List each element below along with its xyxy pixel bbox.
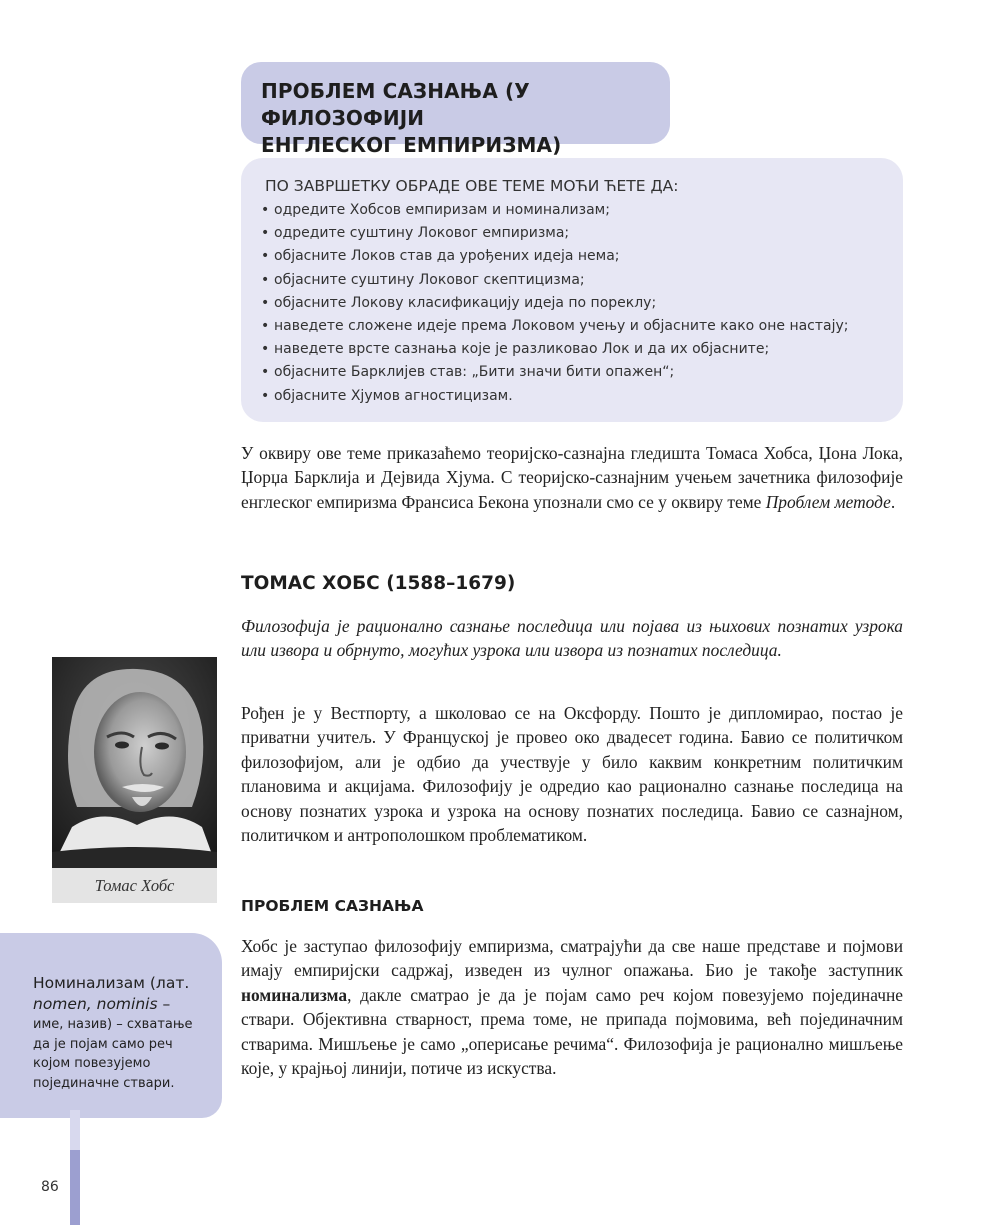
bullet-icon: •: [261, 202, 270, 218]
hobbes-bio: Рођен је у Вестпорту, а школовао се на Оксфорду. Пошто је дипломирао, постао је приватни учитељ. У Француској је провео око двадесет година. Бавио се политичком филозофијом, али је одбио да учествује у било каквим конкретним политичким плановима и акцијама. Филозофију је одредио као рационално сазнање последица на основу познатих узрока и узрока на основу познатих последица. Бавио се сазнајном, политичком и антрополошком проблематиком.: [241, 703, 903, 846]
goal-item: [261, 338, 903, 361]
margin-bar-dark: [70, 1150, 80, 1225]
goal-item: [261, 292, 903, 315]
learning-goals-list: [261, 199, 903, 408]
goal-text: објасните суштину Локовог скептицизма;: [274, 271, 585, 288]
lesson-title-line-1: ПРОБЛЕМ САЗНАЊА (У ФИЛОЗОФИЈИ: [261, 79, 530, 130]
bullet-icon: •: [261, 364, 270, 381]
side-note-latin: nomen, nominis: [33, 995, 158, 1013]
bullet-icon: •: [261, 387, 270, 404]
goal-text: објасните Локову класификацију идеја по пореклу;: [274, 294, 657, 311]
portrait-caption: Томас Хобс: [52, 868, 217, 903]
intro-text: У оквиру ове теме приказаћемо теоријско-сазнајна гледишта Томаса Хобса, Џона Лока, Џорџа Барклија и Дејвида Хјума. С теоријско-сазнајним учењем зачетника филозофије енглеског емпиризма Франсиса Бекона упознали смо се у оквиру теме: [241, 443, 903, 512]
goal-text: објасните Хјумов агностицизам.: [274, 387, 513, 404]
goal-item: [261, 315, 903, 338]
knowledge-paragraph: [241, 934, 903, 1080]
goal-text: објасните Барклијев став: „Бити значи бити опажен“;: [274, 364, 675, 381]
learning-goals-heading: ПО ЗАВРШЕТКУ ОБРАДЕ ОВЕ ТЕМЕ МОЋИ ЋЕТЕ ДА:: [265, 177, 679, 195]
goal-text: наведете сложене идеје према Локовом учењу и објасните како оне настају;: [274, 318, 849, 335]
intro-topic-title: Проблем методе: [765, 491, 891, 512]
lesson-title: [261, 78, 650, 159]
knowledge-heading: ПРОБЛЕМ САЗНАЊА: [241, 897, 424, 915]
goal-text: објасните Локов став да урођених идеја нема;: [274, 248, 620, 265]
bullet-icon: •: [261, 225, 270, 242]
goal-item: [261, 199, 903, 222]
bullet-icon: •: [261, 271, 270, 288]
hobbes-portrait-drawing: [52, 657, 217, 868]
page-number: 86: [41, 1179, 59, 1195]
goal-text: одредите суштину Локовог емпиризма;: [274, 225, 570, 242]
bullet-icon: •: [261, 294, 270, 311]
nominalism-side-note: [0, 933, 222, 1118]
nominalism-term: номинализма: [241, 984, 348, 1005]
intro-end: .: [890, 491, 896, 512]
intro-paragraph: [241, 441, 903, 514]
hobbes-portrait: [52, 657, 217, 868]
lesson-title-box: [241, 62, 670, 157]
goal-item: [261, 222, 903, 245]
hobbes-quote: Филозофија је рационално сазнање последица или појава из њихових познатих узрока или извора и обрнуто, могућих узрока или извора из познатих последица.: [241, 616, 903, 661]
bullet-icon: •: [261, 318, 270, 335]
learning-goals-box: [241, 158, 903, 422]
side-note-first-lines: [33, 973, 208, 1015]
goal-text: одредите Хобсов емпиризам и номинализам;: [274, 202, 610, 218]
goal-item: [261, 361, 903, 384]
margin-bar-light: [70, 1110, 80, 1150]
goal-text: наведете врсте сазнања које је разликовао Лок и да их објасните;: [274, 341, 770, 358]
goal-item: [261, 269, 903, 292]
knowledge-text-before: Хобс је заступао филозофију емпиризма, сматрајући да све наше представе и појмови имају емпиријски садржај, изведен из чулног опажања. Био је такође заступник: [241, 936, 903, 981]
side-note-dash: –: [157, 995, 171, 1013]
goal-item: [261, 385, 903, 408]
bullet-icon: •: [261, 248, 270, 265]
knowledge-text-after: , дакле сматрао је да је појам само реч којом повезујемо појединачне ствари. Објективна стварност, према томе, не припада појмовима, већ појединачним стварима. Мишљење је само „оперисање речима“. Филозофија је рационално мишљење које, у крајњој линији, потиче из искуства.: [241, 984, 903, 1079]
hobbes-heading: ТОМАС ХОБС (1588–1679): [241, 573, 516, 594]
goal-item: [261, 245, 903, 268]
side-note-prefix: Номинализам (лат.: [33, 974, 190, 992]
lesson-title-line-2: ЕНГЛЕСКОГ ЕМПИРИЗМА): [261, 133, 562, 157]
bullet-icon: •: [261, 341, 270, 358]
side-note-definition: име, назив) – схватање да је појам само реч којом повезујемо појединачне ствари.: [33, 1017, 193, 1091]
